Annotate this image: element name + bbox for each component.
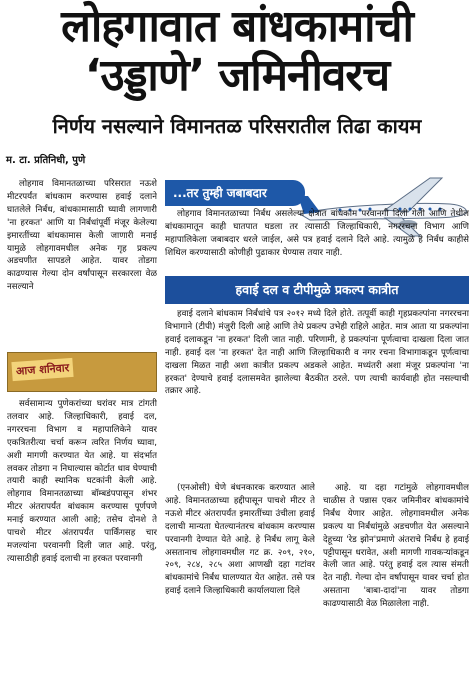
- headline-line-1: लोहगावात बांधकामांची: [61, 1, 413, 52]
- article-column-4: [323, 482, 469, 673]
- article-column-2: [7, 398, 157, 673]
- box-1-text-block: [165, 208, 469, 268]
- article-column-1: [7, 178, 157, 345]
- article-column-4-text: आहे. या दहा गटांमुळे लोहगावमधील चाळीस ते पन्नास एकर जमिनीवर बांधकामांचे निर्बंध येणार आहेत. लोहगावमधील अनेक प्रकल्प या निर्बंधांमुळे अडचणीत येत असल्याने देहूच्या 'रेड झोन'प्रमाणे अंतराचे निर्बंध हे हवाई पट्टीपासून धरावेत, अशी मागणी गावकऱ्यांकडून केली जात आहे. परंतु हवाई दल त्यास संमती देत नाही. गेल्या दोन वर्षांपासून यावर चर्चा होत असताना 'बाबा-दादां'ना यावर तोडगा काढण्यासाठी वेळ मिळालेला नाही.: [323, 483, 469, 610]
- box-1-text: लोहगाव विमानतळाच्या निर्बंध असलेल्या क्षेत्रात बांधकाम परवानगी दिली गेली आणि तेथील बांधकामातून काही घातपात घडला तर त्यासाठी जिल्हाधिकारी, नगररचना विभाग आणि महापालिकेला जबाबदार धरले जाईल, असे पत्र हवाई दलाने दिले आहे. त्यामुळे हे निर्बंध काहीसे शिथिल करण्यासाठी कोणीही पुढाकार घेण्यास तयार नाही.: [165, 209, 469, 258]
- article-column-1-text: लोहगाव विमानतळाच्या परिसरात नऊशे मीटरपर्यंत बांधकाम करण्यास हवाई दलाने घातलेले निर्बंध, बांधकामासाठी घ्यावी लागणारी 'ना हरकत' आणि या निर्बंधांपूर्वी मंजूर केलेल्या इमारतींच्या बांधकामास केली जाणारी मनाई यामुळे लोहगावमधील अनेक गृह प्रकल्प अडचणीत सापडले आहेत. यावर तोडगा काढण्यास गेल्या दोन वर्षांपासून सरकारला वेळ नसल्याने: [7, 179, 157, 293]
- stamp-image: [7, 352, 157, 392]
- article-column-3-text: (एनओसी) घेणे बंधनकारक करण्यात आले आहे. विमानतळाच्या हद्दीपासून पाचशे मीटर ते नऊशे मीटर अंतरापर्यंत इमारतींच्या उंचीला हवाई दलाची मान्यता घेतल्यानंतरच बांधकाम करण्यास परवानगी देण्यात येते आहे. हे निर्बंध लागू केले असतानाच लोहगावमधील गट क्र. २०९, २१०, २०९, २८४, २८५ अशा आणखी दहा गटांवर बांधकामांचे निर्बंध घालण्यात येत आहेत. तसे पत्र हवाई दलाने जिल्हाधिकारी कार्यालयाला दिले: [165, 483, 315, 597]
- box-1-banner: ...तर तुम्ही जबाबदार: [165, 180, 305, 206]
- headline-line-2: ‘उड्डाणे’ जमिनीवरच: [84, 50, 390, 101]
- stamp-label: आज शनिवार: [11, 358, 73, 381]
- article-column-3: [165, 482, 315, 673]
- box-2-text: हवाई दलाने बांधकाम निर्बंधांचे पत्र २०१२ मध्ये दिले होते. तत्पूर्वी काही गृहप्रकल्पांना नगररचना विभागाने (टीपी) मंजुरी दिली आहे आणि तेथे प्रकल्प उभेही राहिले आहेत. मात्र आता या प्रकल्पांना हवाई दलाकडून 'ना हरकत' दिली जात नाही. परिणामी, हे प्रकल्पांना पूर्णत्वाचा दाखला दिला जात नाही. हवाई दल 'ना हरकत' देत नाही आणि जिल्हाधिकारी व नगर रचना विभागाकडून पूर्णत्वाचा दाखला मिळत नाही अशा कात्रीत प्रकल्प अडकले आहेत. मध्यंतरी अशा मंजूर प्रकल्पांना 'ना हरकत' देण्याचे हवाई दलासमवेत झालेल्या बैठकीत ठरले. पण त्याची कार्यवाही होत नसल्याची तक्रार आहे.: [165, 309, 469, 397]
- box-2-text-block: [165, 308, 469, 478]
- subheadline: निर्णय नसल्याने विमानतळ परिसरातील तिढा कायम: [52, 114, 422, 138]
- article-column-2-text: सर्वसामान्य पुणेकरांच्या घरांवर मात्र टांगती तलवार आहे. जिल्हाधिकारी, हवाई दल, नगररचना विभाग व महापालिकेने यावर एकत्रितरीत्या चर्चा करून त्वरित निर्णय घ्यावा, अशी मागणी करण्यात येत आहे. या संदर्भात लवकर तोडगा न निघाल्यास कोर्टात धाव घेण्याची तयारी काही स्थानिक घटकांनी केली आहे. लोहगाव विमानतळाच्या बॉम्बडंपपासून शंभर मीटर अंतरापर्यंत बांधकाम करण्यास पूर्णपणे मनाई करण्यात आली आहे; तसेच दोनशे ते पाचशे मीटर अंतरापर्यंत पार्किंगसह चार मजल्यांना परवानगी दिली जात आहे. परंतु, त्यासाठीही हवाई दलाची ना हरकत परवानगी: [7, 399, 157, 564]
- byline: म. टा. प्रतिनिधी, पुणे: [6, 155, 86, 166]
- box-2-banner: हवाई दल व टीपीमुळे प्रकल्प कात्रीत: [165, 276, 469, 304]
